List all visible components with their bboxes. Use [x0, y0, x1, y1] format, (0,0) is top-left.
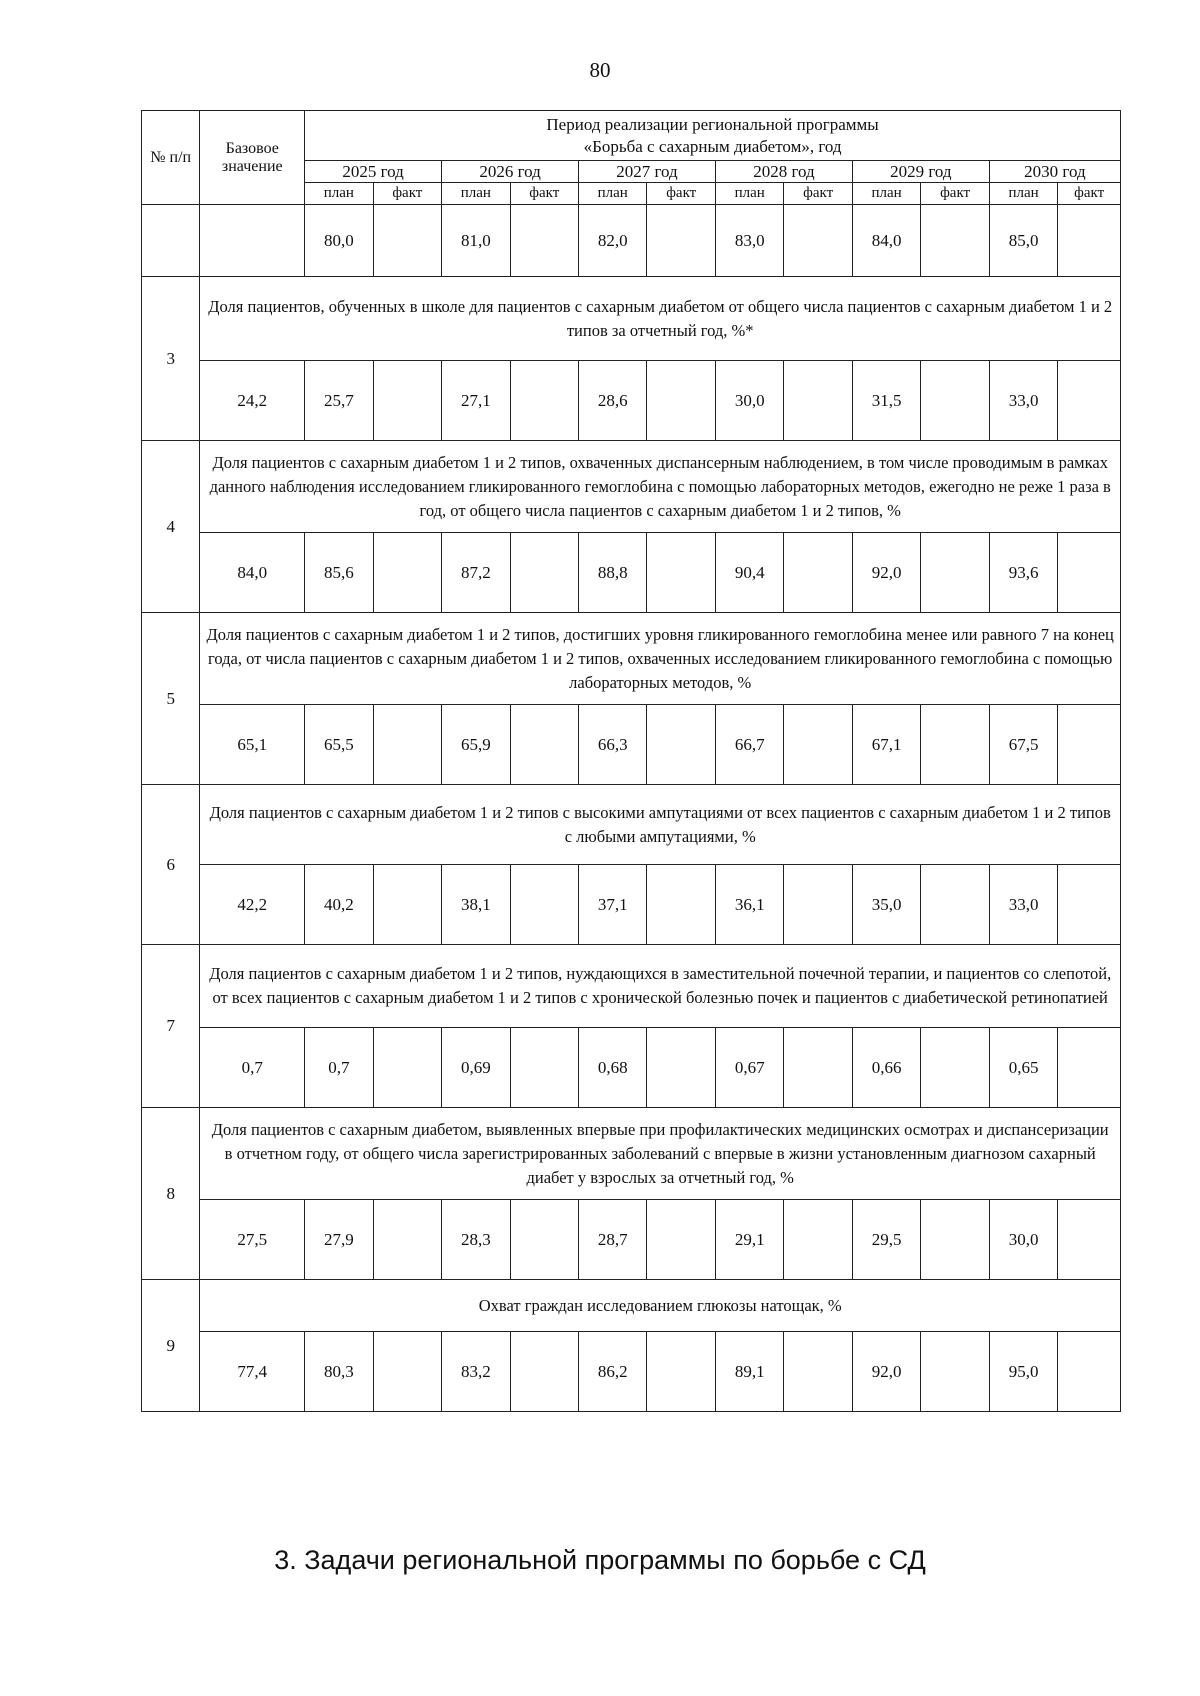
plan-value: 30,0 — [715, 361, 783, 441]
fact-header: факт — [921, 183, 989, 205]
fact-header: факт — [647, 183, 715, 205]
fact-header: факт — [373, 183, 441, 205]
plan-value: 67,1 — [852, 705, 920, 785]
fact-value — [784, 1200, 852, 1280]
base-value: 77,4 — [200, 1332, 305, 1412]
plan-value: 28,6 — [579, 361, 647, 441]
plan-value: 65,5 — [305, 705, 373, 785]
base-value: 27,5 — [200, 1200, 305, 1280]
indicator-description-row — [142, 945, 1121, 1028]
fact-value — [510, 705, 578, 785]
fact-value — [921, 361, 989, 441]
fact-value — [784, 865, 852, 945]
plan-header: план — [579, 183, 647, 205]
num-cell — [142, 205, 200, 277]
fact-value — [373, 533, 441, 613]
fact-value — [510, 1200, 578, 1280]
plan-value: 92,0 — [852, 533, 920, 613]
fact-value — [784, 205, 852, 277]
base-value: 84,0 — [200, 533, 305, 613]
fact-value — [784, 1332, 852, 1412]
fact-value — [373, 865, 441, 945]
fact-value — [921, 1200, 989, 1280]
plan-header: план — [852, 183, 920, 205]
section-title: 3. Задачи региональной программы по борьбе с СД — [274, 1545, 926, 1575]
fact-value — [1058, 1332, 1121, 1412]
indicator-values-row — [142, 1200, 1121, 1280]
indicators-table — [141, 110, 1121, 1412]
indicator-number: 3 — [142, 277, 200, 441]
indicator-description: Доля пациентов с сахарным диабетом 1 и 2 типов, охваченных диспансерным наблюдением, в том числе проводимым в рамках данного наблюдения исследованием гликированного гемоглобина с помощью лабораторных методов, ежегодно не реже 1 раза в год, от общего числа пациентов с сахарным диабетом 1 и 2 типов, % — [200, 441, 1121, 533]
base-value: 42,2 — [200, 865, 305, 945]
fact-value — [510, 1028, 578, 1108]
plan-value: 27,1 — [442, 361, 510, 441]
fact-value — [647, 705, 715, 785]
fact-value — [373, 1200, 441, 1280]
indicator-description: Доля пациентов с сахарным диабетом, выявленных впервые при профилактических медицинских осмотрах и диспансеризации в отчетном году, от общего числа зарегистрированных заболеваний с впервые в жизни установленным диагнозом сахарный диабет у взрослых за отчетный год, % — [200, 1108, 1121, 1200]
fact-value — [510, 361, 578, 441]
indicator-description-row — [142, 785, 1121, 865]
fact-value — [1058, 1200, 1121, 1280]
plan-value: 67,5 — [989, 705, 1057, 785]
plan-value: 82,0 — [579, 205, 647, 277]
indicator-number: 6 — [142, 785, 200, 945]
plan-value: 86,2 — [579, 1332, 647, 1412]
indicator-description-row — [142, 1108, 1121, 1200]
year-header: 2029 год — [852, 161, 989, 183]
fact-value — [1058, 361, 1121, 441]
fact-value — [1058, 705, 1121, 785]
plan-value: 40,2 — [305, 865, 373, 945]
fact-header: факт — [784, 183, 852, 205]
indicator-description-row — [142, 441, 1121, 533]
fact-value — [510, 1332, 578, 1412]
fact-value — [921, 1028, 989, 1108]
plan-value: 80,3 — [305, 1332, 373, 1412]
fact-value — [1058, 865, 1121, 945]
plan-value: 29,1 — [715, 1200, 783, 1280]
page-number: 80 — [589, 58, 611, 82]
year-header: 2027 год — [579, 161, 716, 183]
plan-value: 28,3 — [442, 1200, 510, 1280]
fact-value — [1058, 533, 1121, 613]
period-header-line2: «Борьба с сахарным диабетом», год — [583, 136, 842, 156]
plan-value: 0,69 — [442, 1028, 510, 1108]
plan-value: 85,6 — [305, 533, 373, 613]
fact-value — [921, 533, 989, 613]
fact-value — [784, 1028, 852, 1108]
indicator-values-row — [142, 865, 1121, 945]
fact-value — [921, 705, 989, 785]
year-header: 2026 год — [442, 161, 579, 183]
indicator-number: 4 — [142, 441, 200, 613]
fact-value — [1058, 205, 1121, 277]
indicator-values-row — [142, 705, 1121, 785]
plan-value: 92,0 — [852, 1332, 920, 1412]
plan-value: 84,0 — [852, 205, 920, 277]
plan-value: 33,0 — [989, 361, 1057, 441]
plan-value: 66,3 — [579, 705, 647, 785]
fact-value — [373, 205, 441, 277]
plan-header: план — [442, 183, 510, 205]
indicator-description: Охват граждан исследованием глюкозы натощак, % — [200, 1280, 1121, 1332]
plan-value: 37,1 — [579, 865, 647, 945]
fact-header: факт — [1058, 183, 1121, 205]
fact-value — [784, 361, 852, 441]
fact-value — [647, 205, 715, 277]
indicator-number: 7 — [142, 945, 200, 1108]
fact-value — [373, 705, 441, 785]
plan-value: 89,1 — [715, 1332, 783, 1412]
plan-value: 65,9 — [442, 705, 510, 785]
plan-value: 88,8 — [579, 533, 647, 613]
plan-value: 38,1 — [442, 865, 510, 945]
indicator-values-row — [142, 533, 1121, 613]
indicator-description-row — [142, 1280, 1121, 1332]
num-header: № п/п — [142, 111, 200, 205]
indicator-values-row — [142, 1028, 1121, 1108]
year-header: 2030 год — [989, 161, 1120, 183]
plan-header: план — [305, 183, 373, 205]
fact-header: факт — [510, 183, 578, 205]
fact-value — [373, 1028, 441, 1108]
plan-value: 85,0 — [989, 205, 1057, 277]
indicator-values-row — [142, 361, 1121, 441]
year-header: 2028 год — [715, 161, 852, 183]
fact-value — [647, 1200, 715, 1280]
plan-value: 31,5 — [852, 361, 920, 441]
indicator-number: 9 — [142, 1280, 200, 1412]
plan-value: 36,1 — [715, 865, 783, 945]
fact-value — [921, 205, 989, 277]
plan-value: 25,7 — [305, 361, 373, 441]
plan-value: 29,5 — [852, 1200, 920, 1280]
indicator-number: 8 — [142, 1108, 200, 1280]
indicator-description-row — [142, 613, 1121, 705]
base-value-header: Базовое значение — [200, 111, 305, 205]
fact-value — [373, 361, 441, 441]
plan-value: 30,0 — [989, 1200, 1057, 1280]
plan-value: 81,0 — [442, 205, 510, 277]
plan-value: 33,0 — [989, 865, 1057, 945]
indicator-number: 5 — [142, 613, 200, 785]
fact-value — [510, 865, 578, 945]
fact-value — [647, 533, 715, 613]
period-header-line1: Период реализации региональной программы — [546, 114, 879, 134]
plan-value: 35,0 — [852, 865, 920, 945]
header-row-period — [142, 111, 1121, 161]
base-value: 0,7 — [200, 1028, 305, 1108]
base-value-cell — [200, 205, 305, 277]
plan-value: 87,2 — [442, 533, 510, 613]
plan-value: 28,7 — [579, 1200, 647, 1280]
fact-value — [510, 205, 578, 277]
plan-value: 0,67 — [715, 1028, 783, 1108]
indicator-values-row — [142, 1332, 1121, 1412]
plan-value: 83,0 — [715, 205, 783, 277]
fact-value — [647, 361, 715, 441]
fact-value — [784, 533, 852, 613]
plan-value: 95,0 — [989, 1332, 1057, 1412]
fact-value — [510, 533, 578, 613]
plan-value: 66,7 — [715, 705, 783, 785]
indicator-description-row — [142, 277, 1121, 361]
continued-values-row — [142, 205, 1121, 277]
fact-value — [647, 1028, 715, 1108]
fact-value — [784, 705, 852, 785]
plan-value: 27,9 — [305, 1200, 373, 1280]
year-header: 2025 год — [305, 161, 442, 183]
plan-value: 0,68 — [579, 1028, 647, 1108]
plan-value: 0,66 — [852, 1028, 920, 1108]
plan-value: 90,4 — [715, 533, 783, 613]
indicator-description: Доля пациентов с сахарным диабетом 1 и 2 типов, нуждающихся в заместительной почечной терапии, и пациентов со слепотой, от всех пациентов с сахарным диабетом 1 и 2 типов с хронической болезнью почек и пациентов с диабетической ретинопатией — [200, 945, 1121, 1028]
fact-value — [921, 865, 989, 945]
indicator-description: Доля пациентов с сахарным диабетом 1 и 2 типов с высокими ампутациями от всех пациентов с сахарным диабетом 1 и 2 типов с любыми ампутациями, % — [200, 785, 1121, 865]
fact-value — [647, 1332, 715, 1412]
plan-header: план — [989, 183, 1057, 205]
fact-value — [921, 1332, 989, 1412]
indicator-description: Доля пациентов с сахарным диабетом 1 и 2 типов, достигших уровня гликированного гемоглобина менее или равного 7 на конец года, от числа пациентов с сахарным диабетом 1 и 2 типов, охваченных исследованием гликированного гемоглобина с помощью лабораторных методов, % — [200, 613, 1121, 705]
fact-value — [373, 1332, 441, 1412]
plan-value: 80,0 — [305, 205, 373, 277]
plan-header: план — [715, 183, 783, 205]
base-value: 24,2 — [200, 361, 305, 441]
fact-value — [647, 865, 715, 945]
plan-value: 0,7 — [305, 1028, 373, 1108]
base-value: 65,1 — [200, 705, 305, 785]
indicator-description: Доля пациентов, обученных в школе для пациентов с сахарным диабетом от общего числа пациентов с сахарным диабетом 1 и 2 типов за отчетный год, %* — [200, 277, 1121, 361]
plan-value: 93,6 — [989, 533, 1057, 613]
period-header — [305, 111, 1121, 161]
plan-value: 83,2 — [442, 1332, 510, 1412]
plan-value: 0,65 — [989, 1028, 1057, 1108]
fact-value — [1058, 1028, 1121, 1108]
